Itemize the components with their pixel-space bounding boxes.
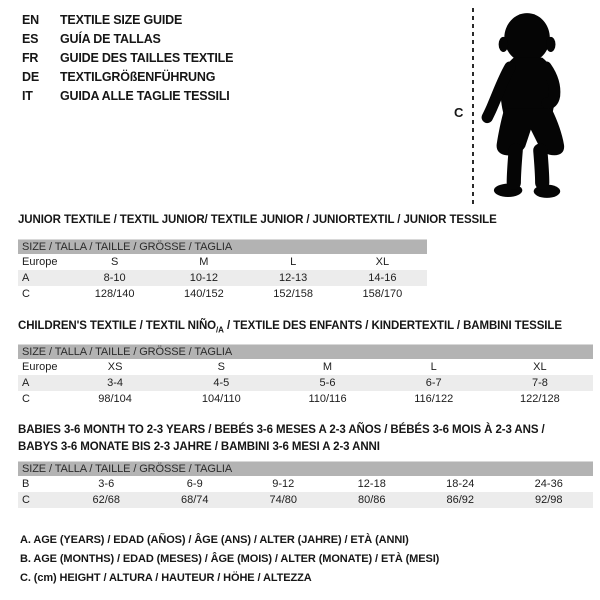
size-header-bar: SIZE / TALLA / TAILLE / GRÖSSE / TAGLIA: [18, 461, 593, 476]
table-cell: 3-4: [107, 377, 124, 389]
language-title: GUIDA ALLE TAGLIE TESSILI: [60, 88, 230, 103]
table-cell: 9-12: [272, 478, 295, 490]
children-title-prefix: CHILDREN'S TEXTILE / TEXTIL NIÑO: [18, 320, 217, 332]
row-label: B: [22, 478, 30, 490]
language-title: GUÍA DE TALLAS: [60, 31, 161, 46]
children-title-subscript: /A: [216, 325, 224, 335]
size-header-bar: SIZE / TALLA / TAILLE / GRÖSSE / TAGLIA: [18, 239, 427, 254]
table-cell: M: [199, 256, 209, 268]
footnotes: [20, 534, 439, 591]
table-cell: 12-13: [279, 272, 308, 284]
language-row: [22, 10, 233, 29]
table-cell: 110/116: [308, 393, 347, 405]
table-cell: 98/104: [98, 393, 132, 405]
table-cell: 128/140: [94, 288, 135, 300]
language-header: [22, 10, 233, 105]
table-cell: 6-9: [186, 478, 203, 490]
table-cell: XL: [533, 361, 547, 373]
table-cell: 62/68: [92, 494, 121, 506]
junior-section-title: JUNIOR TEXTILE / TEXTIL JUNIOR/ TEXTILE JUNIOR / JUNIORTEXTIL / JUNIOR TESSILE: [18, 214, 497, 226]
babies-size-table: [18, 461, 593, 508]
table-cell: 3-6: [98, 478, 115, 490]
table-row: [18, 375, 593, 391]
babies-section-title-line1: BABIES 3-6 MONTH TO 2-3 YEARS / BEBÉS 3-6 MESES A 2-3 AÑOS / BÉBÉS 3-6 MOIS À 2-3 ANS /: [18, 424, 545, 436]
language-code: EN: [22, 12, 39, 27]
row-label: C: [22, 393, 30, 405]
footnote: C. (cm) HEIGHT / ALTURA / HAUTEUR / HÖHE / ALTEZZA: [20, 572, 312, 584]
table-row: [18, 286, 427, 302]
language-code: ES: [22, 31, 39, 46]
language-title: GUIDE DES TAILLES TEXTILE: [60, 50, 234, 65]
table-cell: XL: [375, 256, 390, 268]
table-cell: M: [322, 361, 333, 373]
table-cell: 152/158: [273, 288, 313, 300]
language-title: TEXTILGRÖßENFÜHRUNG: [60, 69, 216, 84]
table-cell: S: [217, 361, 225, 373]
language-row: [22, 86, 233, 105]
table-cell: 14-16: [368, 272, 397, 284]
table-cell: 4-5: [213, 377, 230, 389]
height-measure-label: C: [454, 105, 464, 120]
table-cell: 122/128: [520, 393, 560, 405]
language-code: DE: [22, 69, 39, 84]
table-cell: L: [430, 361, 437, 373]
table-row: [18, 254, 427, 270]
babies-section-title-line2: BABYS 3-6 MONATE BIS 2-3 JAHRE / BAMBINI 3-6 MESI A 2-3 ANNI: [18, 441, 380, 453]
table-cell: 6-7: [425, 377, 442, 389]
row-label: Europe: [22, 361, 58, 373]
table-cell: 86/92: [446, 494, 475, 506]
table-cell: XS: [107, 361, 123, 373]
table-cell: 140/152: [183, 288, 224, 300]
language-row: [22, 29, 233, 48]
table-cell: 10-12: [189, 272, 218, 284]
table-cell: 92/98: [534, 494, 563, 506]
table-cell: 7-8: [531, 377, 548, 389]
row-label: Europe: [22, 256, 58, 268]
table-row: [18, 492, 593, 508]
language-code: FR: [22, 50, 39, 65]
table-cell: 5-6: [319, 377, 336, 389]
table-cell: 18-24: [446, 478, 475, 490]
table-cell: 74/80: [269, 494, 298, 506]
size-header-bar: SIZE / TALLA / TAILLE / GRÖSSE / TAGLIA: [18, 344, 593, 359]
table-cell: 104/110: [201, 393, 241, 405]
table-cell: 80/86: [357, 494, 386, 506]
children-section-title: [18, 320, 562, 334]
language-row: [22, 67, 233, 86]
footnote: B. AGE (MONTHS) / EDAD (MESES) / ÂGE (MOIS) / ALTER (MONATE) / ETÀ (MESI): [20, 553, 440, 565]
table-cell: S: [110, 256, 119, 268]
children-title-suffix: / TEXTILE DES ENFANTS / KINDERTEXTIL / BAMBINI TESSILE: [223, 320, 562, 332]
junior-size-table: [18, 239, 427, 302]
children-size-table: [18, 344, 593, 407]
table-cell: 12-18: [357, 478, 386, 490]
table-cell: 116/122: [414, 393, 454, 405]
table-row: [18, 391, 593, 407]
table-row: [18, 476, 593, 492]
table-cell: 158/170: [362, 288, 403, 300]
table-row: [18, 359, 593, 375]
language-code: IT: [22, 88, 33, 103]
row-label: A: [22, 377, 30, 389]
toddler-silhouette-icon: [474, 6, 582, 206]
table-cell: 8-10: [103, 272, 126, 284]
row-label: C: [22, 288, 30, 300]
table-row: [18, 270, 427, 286]
table-cell: L: [290, 256, 297, 268]
language-row: [22, 48, 233, 67]
language-title: TEXTILE SIZE GUIDE: [60, 12, 183, 27]
footnote: A. AGE (YEARS) / EDAD (AÑOS) / ÂGE (ANS) / ALTER (JAHRE) / ETÀ (ANNI): [20, 534, 409, 546]
table-cell: 68/74: [180, 494, 209, 506]
row-label: C: [22, 494, 30, 506]
row-label: A: [22, 272, 30, 284]
table-cell: 24-36: [534, 478, 563, 490]
